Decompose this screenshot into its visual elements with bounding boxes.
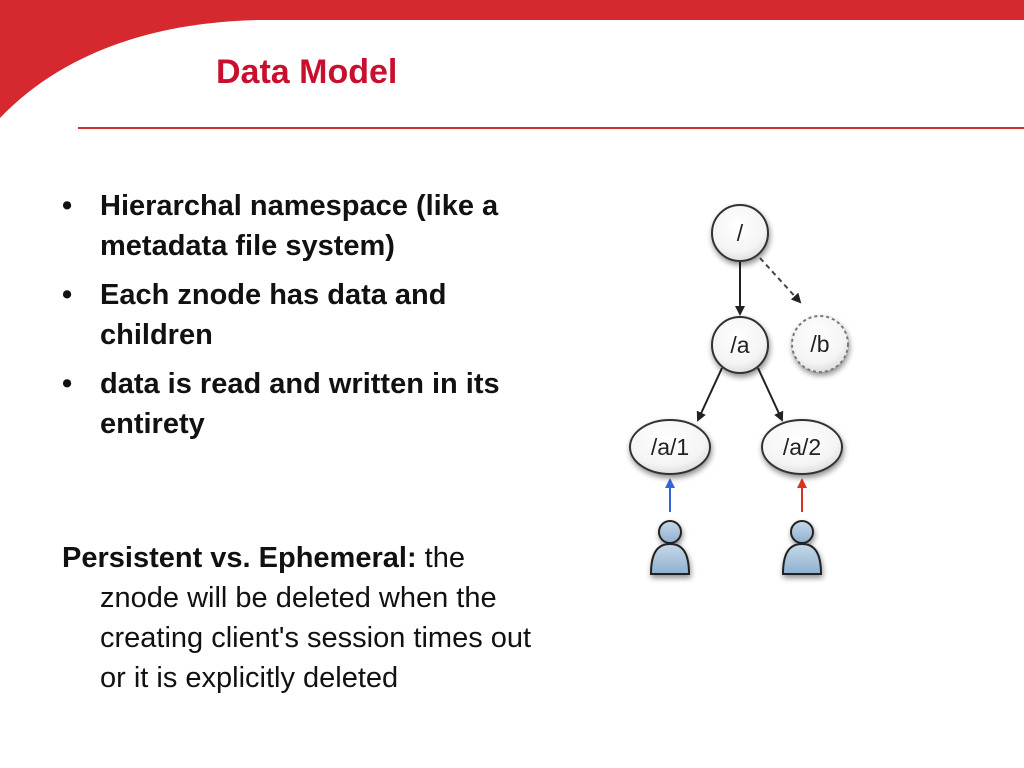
node-a2-label: /a/2: [782, 434, 822, 460]
bullet-text: data is read and written in its entirety: [100, 368, 500, 440]
znode-tree-diagram: [610, 190, 870, 590]
bullet-text: Each znode has data and children: [100, 279, 447, 351]
client-person-icon: [783, 521, 821, 574]
bullet-dot-icon: •: [62, 279, 73, 311]
header-swoosh-decoration: [0, 0, 1024, 130]
node-a2: [762, 420, 842, 474]
client-person-icon: [651, 521, 689, 574]
node-a-label: /a: [730, 332, 750, 358]
edge-root-to-b: [760, 258, 800, 302]
node-a: [712, 317, 768, 373]
node-root: [712, 205, 768, 261]
title-divider: [78, 127, 1024, 129]
slide-title: Data Model: [216, 53, 398, 91]
edge-a-to-a1: [698, 368, 722, 420]
persistence-body: the znode will be deleted when the creating client's session times out or it is explicitly deleted: [100, 542, 532, 694]
persistence-note: [62, 538, 550, 698]
node-a1: [630, 420, 710, 474]
bullet-item: [62, 364, 502, 444]
node-a1-label: /a/1: [650, 434, 690, 460]
bullet-list: [62, 186, 502, 453]
bullet-dot-icon: •: [62, 190, 73, 222]
edge-a-to-a2: [758, 368, 782, 420]
node-b-label: /b: [810, 331, 830, 357]
bullet-item: [62, 275, 502, 355]
bullet-dot-icon: •: [62, 368, 73, 400]
bullet-item: [62, 186, 502, 266]
bullet-text: Hierarchal namespace (like a metadata file system): [100, 190, 499, 262]
node-b-ephemeral: [792, 316, 848, 372]
persistence-heading: Persistent vs. Ephemeral:: [62, 542, 417, 574]
node-root-label: /: [736, 220, 744, 246]
